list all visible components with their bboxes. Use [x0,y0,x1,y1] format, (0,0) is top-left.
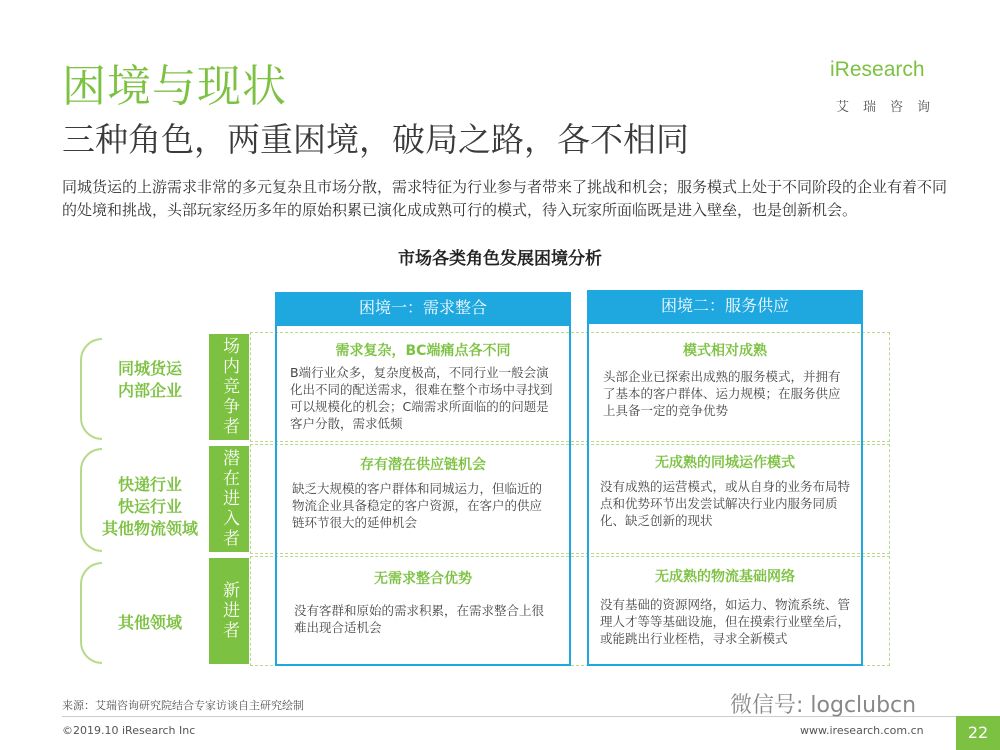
role-potential-line-2: 快运行业 [117,497,182,516]
cell-head-r3c2: 无成熟的物流基础网络 [655,569,795,585]
role-potential-line-3: 其他物流领域 [101,519,198,538]
role-other: 其他领域 [117,613,182,632]
role-bracket-1 [80,338,102,440]
footer-url[interactable]: www.iresearch.com.cn [800,724,924,737]
label-new-entrant: 新进者 [209,558,249,664]
cell-body-r3c2: 没有基础的资源网络，如运力、物流系统、管理人才等等基础设施，但在摸索行业壁垒后，或能跳出行业桎梏，寻求全新模式 [600,597,851,646]
role-internal-line-1: 同城货运 [117,359,182,378]
page-number: 22 [956,716,1000,750]
cell-body-r3c1: 没有客群和原始的需求积累，在需求整合上很难出现合适机会 [294,603,545,635]
copyright: ©2019.10 iResearch Inc [62,724,196,737]
cell-body-r1c2: 头部企业已探索出成熟的服务模式，并拥有了基本的客户群体、运力规模；在服务供应上具备一定的竞争优势 [603,369,841,418]
cell-body-r1c1: B端行业众多，复杂度极高，不同行业一般会演化出不同的配送需求，很难在整个市场中寻找到可以规模化的机会；C端需求所面临的的问题是客户分散，需求低频 [290,365,553,431]
source-note: 来源：艾瑞咨询研究院结合专家访谈自主研究绘制 [62,699,304,712]
role-internal [100,358,200,402]
iresearch-logo [830,58,960,118]
cell-head-r1c2: 模式相对成熟 [683,343,767,359]
column-header-demand: 困境一：需求整合 [275,292,571,324]
cell-head-r1c1: 需求复杂，BC端痛点各不同 [335,343,511,359]
role-potential [92,474,208,540]
wechat-watermark: 微信号: logclubcn [730,693,917,718]
logo-subtitle: 艾瑞咨询 [836,100,945,115]
role-potential-line-1: 快递行业 [117,475,182,494]
intro-paragraph: 同城货运的上游需求非常的多元复杂且市场分散，需求特征为行业参与者带来了挑战和机会；服务模式上处于不同阶段的企业有着不同的处境和挑战，头部玩家经历多年的原始积累已演化成成熟可行的模式，待入玩家所面临既是进入壁垒，也是创新机会。 [62,178,948,219]
cell-head-r2c2: 无成熟的同城运作模式 [655,455,795,471]
role-bracket-3 [80,562,102,664]
page-subtitle: 三种角色，两重困境，破局之路，各不相同 [62,120,689,159]
cell-body-r2c2: 没有成熟的运营模式，或从自身的业务布局特点和优势环节出发尝试解决行业内服务同质化、缺乏创新的现状 [600,479,851,528]
page-title: 困境与现状 [62,61,287,112]
cell-body-r2c1: 缺乏大规模的客户群体和同城运力，但临近的物流企业具备稳定的客户资源，在客户的供应链环节很大的延伸机会 [292,481,543,530]
matrix-title: 市场各类角色发展困境分析 [398,249,602,269]
cell-head-r2c1: 存有潜在供应链机会 [360,457,486,473]
role-internal-line-2: 内部企业 [117,381,182,400]
label-incumbent: 场内竞争者 [209,334,249,440]
label-potential-entrant: 潜在进入者 [209,446,249,552]
logo-name: iResearch [830,58,925,81]
column-header-supply: 困境二：服务供应 [587,290,863,322]
cell-head-r3c1: 无需求整合优势 [374,571,472,587]
